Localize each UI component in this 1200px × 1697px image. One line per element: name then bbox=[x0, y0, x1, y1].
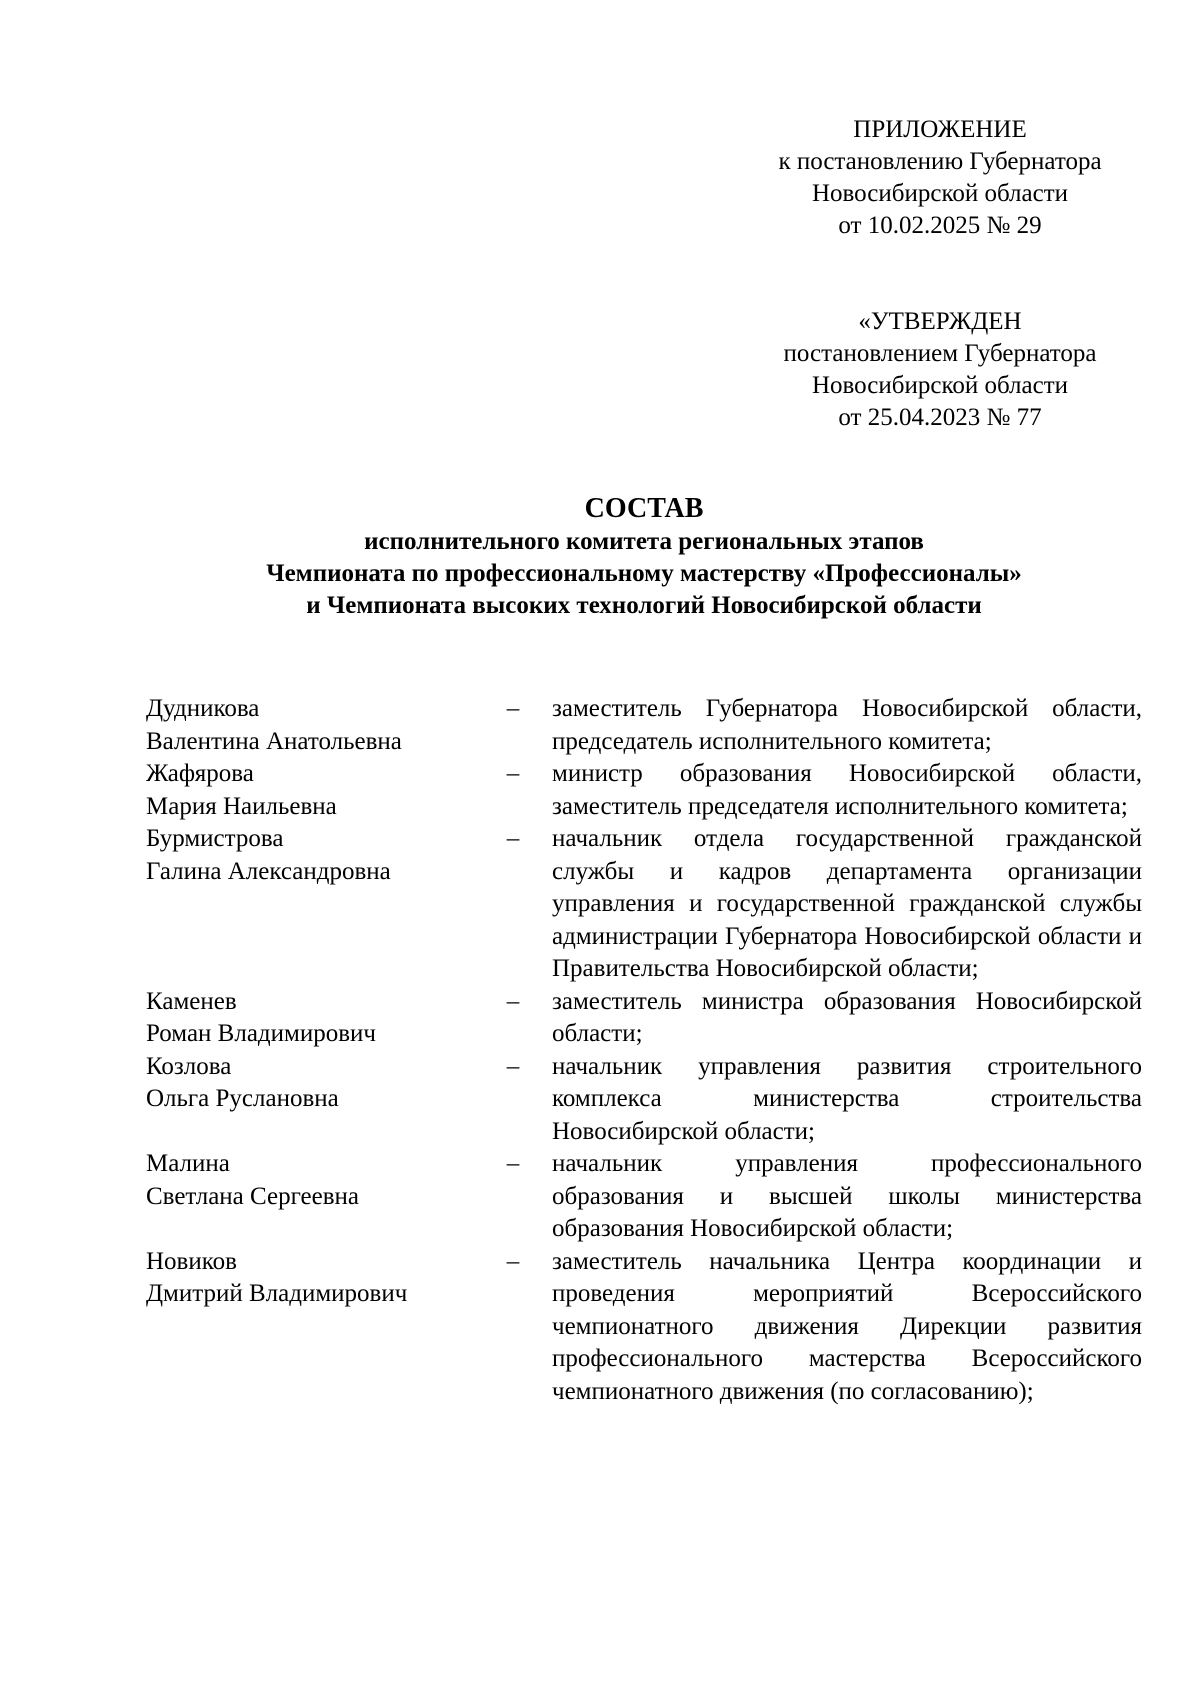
member-role: заместитель министра образования Новосибирской области; bbox=[552, 987, 1142, 1047]
member-dash: – bbox=[506, 1052, 520, 1080]
member-surname: Бурмистрова bbox=[146, 825, 284, 852]
member-entry bbox=[146, 986, 1142, 1051]
member-dash: – bbox=[506, 1247, 520, 1275]
members-list bbox=[146, 693, 1142, 1408]
member-role: министр образования Новосибирской области, заместитель председателя исполнительного комитета; bbox=[552, 760, 1142, 820]
member-entry bbox=[146, 693, 1142, 758]
title-line: Чемпионата по профессиональному мастерству «Профессионалы» bbox=[266, 560, 1022, 587]
member-role: начальник управления развития строительного комплекса министерства строительства Новосибирской области; bbox=[552, 1052, 1142, 1145]
member-given-names: Мария Наильевна bbox=[146, 792, 337, 820]
approval-stamp bbox=[760, 306, 1120, 434]
member-given-names: Галина Александровна bbox=[146, 857, 391, 885]
title-line: и Чемпионата высоких технологий Новосибирской области bbox=[306, 592, 982, 619]
document-title bbox=[80, 492, 1200, 622]
member-entry bbox=[146, 1246, 1142, 1409]
appendix-stamp bbox=[750, 114, 1130, 242]
member-dash: – bbox=[506, 760, 520, 787]
member-given-names: Дмитрий Владимирович bbox=[146, 1280, 408, 1307]
member-role: начальник отдела государственной гражданской службы и кадров департамента организации управления и государственной гражданской службы администрации Губернатора Новосибирской области и Правительства Новосибирской области; bbox=[552, 825, 1142, 982]
member-entry bbox=[146, 758, 1142, 823]
member-surname: Новиков bbox=[146, 1247, 237, 1275]
appendix-line: к постановлению Губернатора bbox=[778, 148, 1102, 175]
appendix-heading: ПРИЛОЖЕНИЕ bbox=[853, 116, 1027, 143]
member-entry bbox=[146, 1051, 1142, 1149]
member-dash: – bbox=[506, 1150, 520, 1177]
member-dash: – bbox=[506, 987, 520, 1015]
member-surname: Каменев bbox=[146, 987, 237, 1015]
member-surname: Козлова bbox=[146, 1052, 232, 1080]
member-role: начальник управления профессионального образования и высшей школы министерства образования Новосибирской области; bbox=[552, 1150, 1142, 1242]
member-name bbox=[146, 1246, 474, 1409]
member-role: заместитель начальника Центра координации и проведения мероприятий Всероссийского чемпионатного движения Дирекции развития профессионального мастерства Всероссийского чемпионатного движения (по согласованию); bbox=[552, 1247, 1142, 1405]
member-given-names: Валентина Анатольевна bbox=[146, 727, 402, 755]
approval-date-number: от 25.04.2023 № 77 bbox=[838, 404, 1042, 431]
title-line: исполнительного комитета региональных этапов bbox=[364, 528, 924, 555]
member-dash: – bbox=[506, 695, 520, 722]
member-name bbox=[146, 758, 474, 823]
member-name bbox=[146, 693, 474, 758]
member-entry bbox=[146, 1148, 1142, 1246]
member-given-names: Светлана Сергеевна bbox=[146, 1182, 360, 1210]
member-surname: Жафярова bbox=[146, 760, 254, 787]
member-surname: Малина bbox=[146, 1150, 230, 1177]
title-main: СОСТАВ bbox=[584, 493, 704, 524]
member-name bbox=[146, 823, 474, 986]
member-role: заместитель Губернатора Новосибирской области, председатель исполнительного комитета; bbox=[552, 695, 1142, 755]
member-given-names: Ольга Руслановна bbox=[146, 1085, 339, 1112]
member-surname: Дудникова bbox=[146, 695, 260, 722]
approval-heading: «УТВЕРЖДЕН bbox=[858, 308, 1022, 335]
approval-line: постановлением Губернатора bbox=[783, 340, 1097, 367]
approval-line: Новосибирской области bbox=[811, 372, 1069, 399]
member-entry bbox=[146, 823, 1142, 986]
appendix-date-number: от 10.02.2025 № 29 bbox=[838, 212, 1042, 239]
member-dash: – bbox=[506, 825, 520, 852]
member-given-names: Роман Владимирович bbox=[146, 1020, 376, 1047]
member-name bbox=[146, 1051, 474, 1149]
appendix-line: Новосибирской области bbox=[811, 180, 1069, 207]
member-name bbox=[146, 1148, 474, 1246]
member-name bbox=[146, 986, 474, 1051]
